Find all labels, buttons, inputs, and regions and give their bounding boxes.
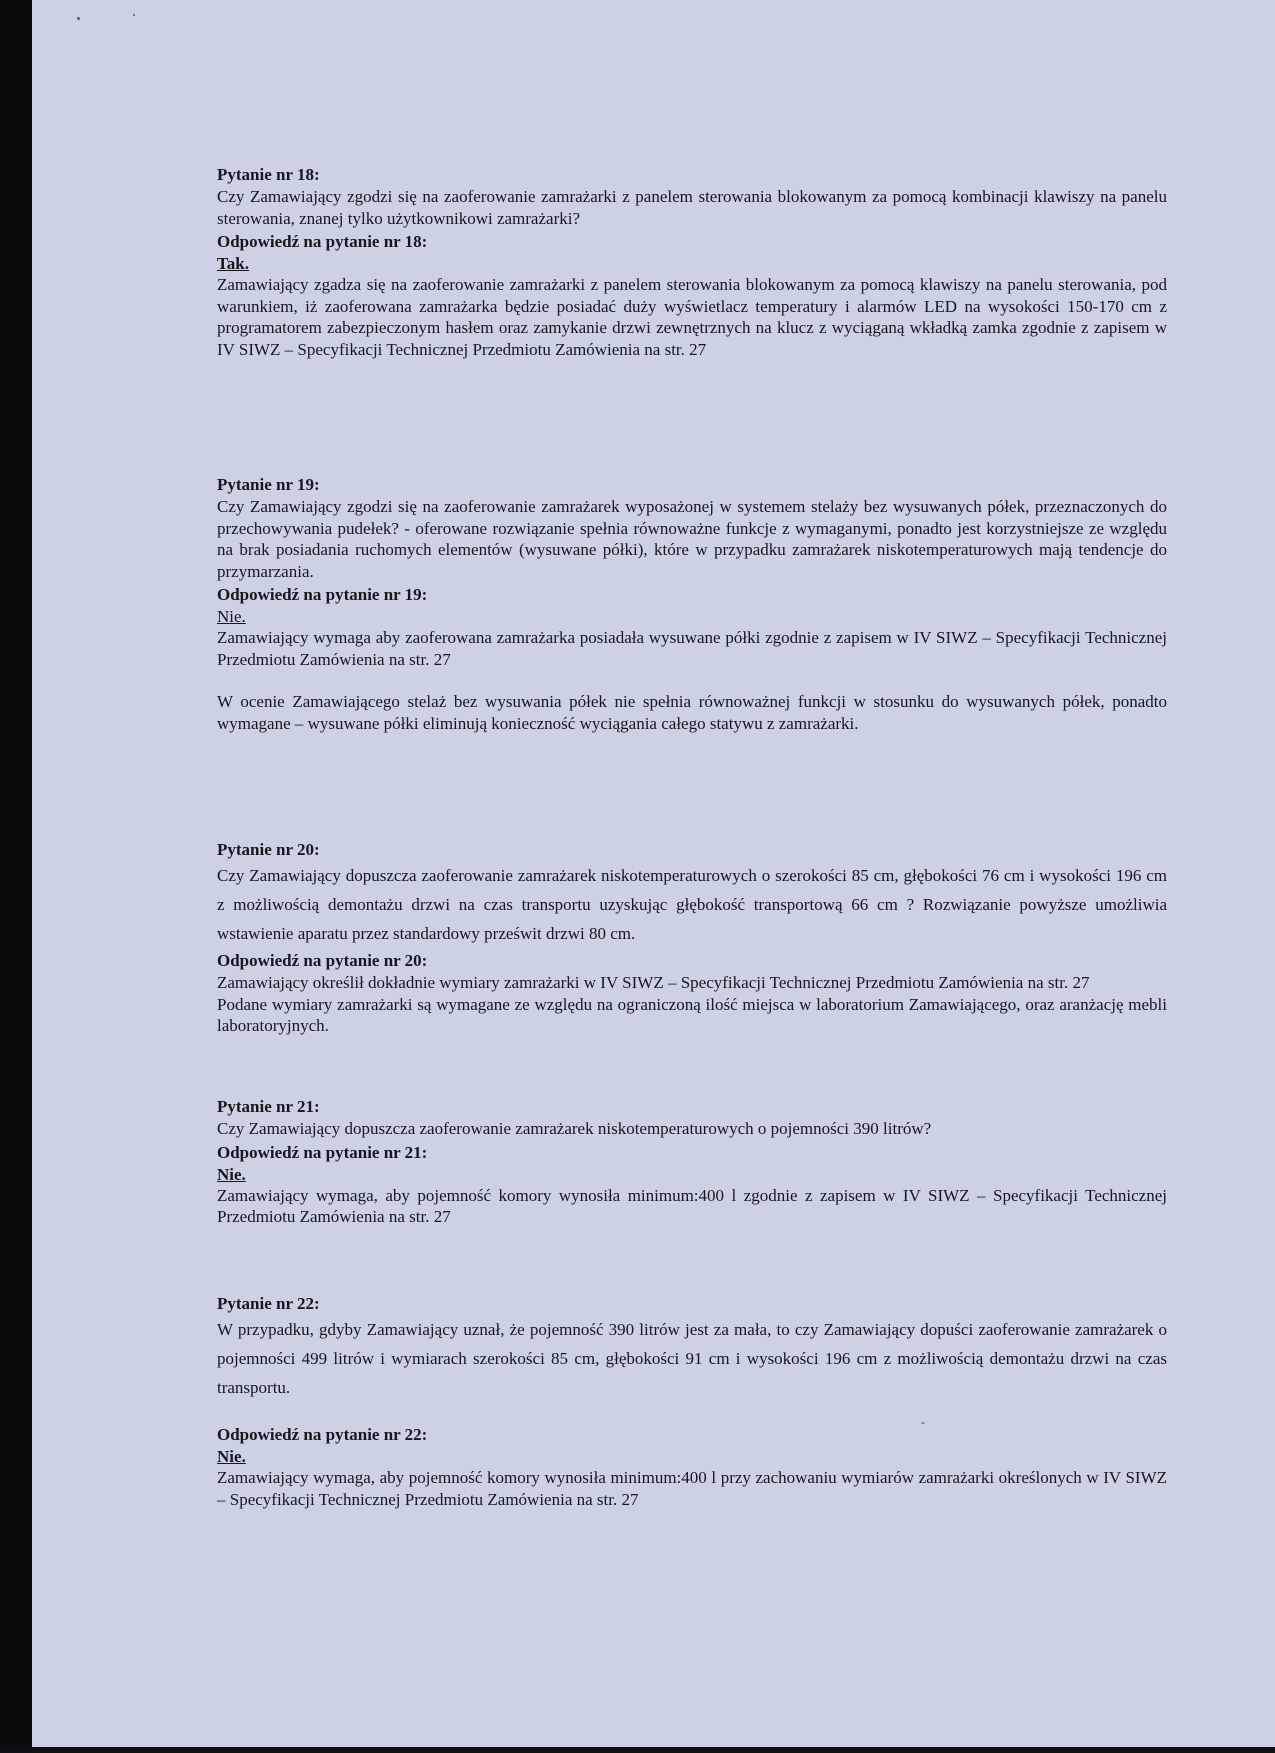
qa-section-22 (217, 1293, 1167, 1402)
qa-section-18 (217, 164, 1167, 360)
answer-text: Zamawiający zgadza się na zaoferowanie zamrażarki z panelem sterowania blokowanym za pomocą klawiszy na panelu sterowania, pod warunkiem, iż zaoferowana zamrażarka będzie posiadać duży wyświetlacz temperatury i alarmów LED na wysokości 150-170 cm z programatorem zabezpieczonym hasłem oraz zamykanie drzwi zewnętrznych na klucz z wyciąganą wkładką zamka zgodnie z zapisem w IV SIWZ – Specyfikacji Technicznej Przedmiotu Zamówienia na str. 27 (217, 275, 1167, 359)
answer-heading: Odpowiedź na pytanie nr 18: (217, 232, 428, 251)
question-heading: Pytanie nr 18: (217, 165, 320, 184)
answer-heading: Odpowiedź na pytanie nr 20: (217, 951, 428, 970)
question-text: Czy Zamawiający zgodzi się na zaoferowanie zamrażarki z panelem sterowania blokowanym za pomocą kombinacji klawiszy na panelu sterowania, znanej tylko użytkownikowi zamrażarki? (217, 187, 1167, 228)
answer-text: Zamawiający określił dokładnie wymiary zamrażarki w IV SIWZ – Specyfikacji Technicznej Przedmiotu Zamówienia na str. 27 (217, 973, 1090, 992)
answer-text: W ocenie Zamawiającego stelaż bez wysuwania półek nie spełnia równoważnej funkcji w stosunku do wysuwanych półek, ponadto wymagane – wysuwane półki eliminują konieczność wyciągania całego statywu z zamrażarki. (217, 692, 1167, 733)
answer-section-22 (217, 1424, 1167, 1510)
answer-text: Zamawiający wymaga, aby pojemność komory wynosiła minimum:400 l przy zachowaniu wymiarów zamrażarki określonych w IV SIWZ – Specyfikacji Technicznej Przedmiotu Zamówienia na str. 27 (217, 1468, 1167, 1509)
question-heading: Pytanie nr 21: (217, 1097, 320, 1116)
answer-heading: Odpowiedź na pytanie nr 19: (217, 585, 428, 604)
answer-text: Podane wymiary zamrażarki są wymagane ze względu na ograniczoną ilość miejsca w laboratorium Zamawiającego, oraz aranżację mebli laboratoryjnych. (217, 994, 1167, 1035)
question-heading: Pytanie nr 19: (217, 475, 320, 494)
question-heading: Pytanie nr 20: (217, 840, 320, 859)
answer-verdict: Nie. (217, 607, 246, 626)
answer-heading: Odpowiedź na pytanie nr 21: (217, 1142, 428, 1162)
qa-section-19 (217, 474, 1167, 734)
answer-text: Zamawiający wymaga, aby pojemność komory wynosiła minimum:400 l zgodnie z zapisem w IV SIWZ – Specyfikacji Technicznej Przedmiotu Zamówienia na str. 27 (217, 1185, 1167, 1226)
question-text: Czy Zamawiający dopuszcza zaoferowanie zamrażarek niskotemperaturowych o pojemności 390 litrów? (217, 1119, 932, 1138)
answer-text: Zamawiający wymaga aby zaoferowana zamrażarka posiadała wysuwane półki zgodnie z zapisem w IV SIWZ – Specyfikacji Technicznej Przedmiotu Zamówienia na str. 27 (217, 628, 1167, 669)
question-text: Czy Zamawiający zgodzi się na zaoferowanie zamrażarek wyposażonej w systemem stelaży bez wysuwanych półek, przeznaczonych do przechowywania pudełek? - oferowane rozwiązanie spełnia równoważne funkcje z wymaganymi, ponadto jest korzystniejsze ze względu na brak posiadania ruchomych elementów (wysuwane półki), które w przypadku zamrażarek niskotemperaturowych mają tendencje do przymarzania. (217, 497, 1167, 581)
question-heading: Pytanie nr 22: (217, 1294, 320, 1313)
question-text: Czy Zamawiający dopuszcza zaoferowanie zamrażarek niskotemperaturowych o szerokości 85 cm, głębokości 76 cm i wysokości 196 cm z możliwością demontażu drzwi na czas transportu uzyskując głębokość transportową 66 cm ? Rozwiązanie powyższe umożliwia wstawienie aparatu przez standardowy prześwit drzwi 80 cm. (217, 866, 1167, 943)
answer-verdict: Tak. (217, 254, 249, 273)
qa-section-20 (217, 839, 1167, 1037)
answer-verdict: Nie. (217, 1164, 246, 1184)
qa-section-21 (217, 1096, 1167, 1228)
answer-verdict: Nie. (217, 1447, 246, 1466)
answer-heading: Odpowiedź na pytanie nr 22: (217, 1425, 428, 1444)
question-text: W przypadku, gdyby Zamawiający uznał, że pojemność 390 litrów jest za mała, to czy Zamawiający dopuści zaoferowanie zamrażarek o pojemności 499 litrów i wymiarach szerokości 85 cm, głębokości 91 cm i wysokości 196 cm z możliwością demontażu drzwi na czas transportu. (217, 1320, 1167, 1397)
